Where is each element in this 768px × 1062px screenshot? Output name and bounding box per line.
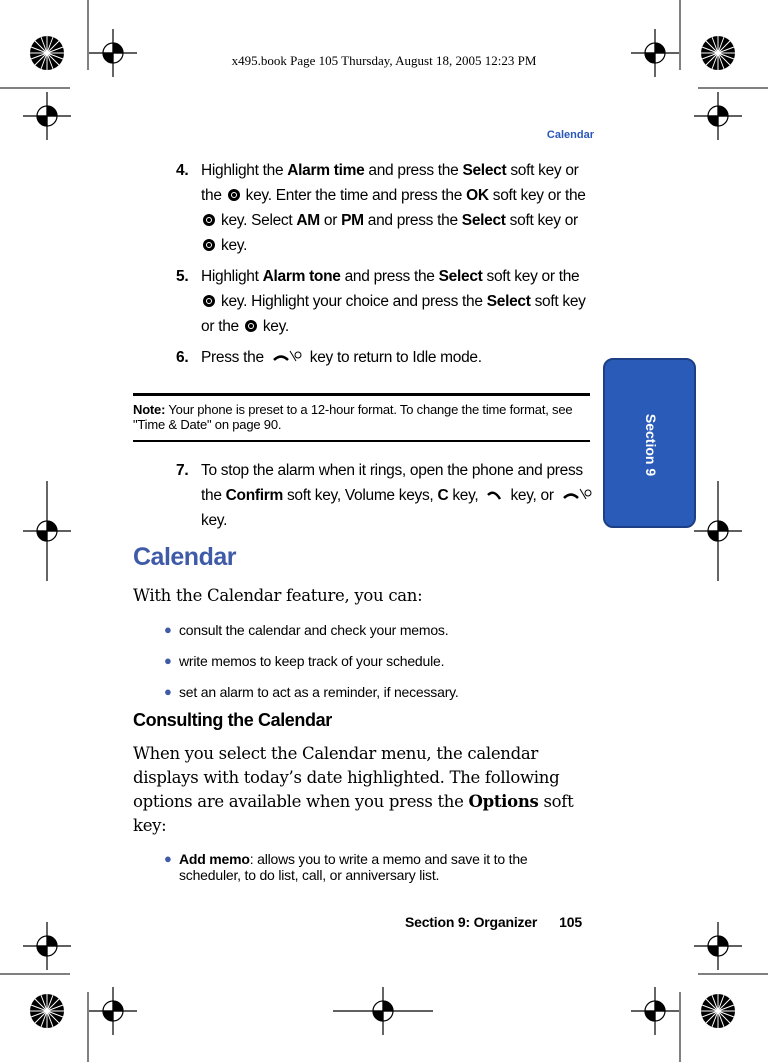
step-number: 6. [176,349,189,366]
step-4: 4. Highlight the Alarm time and press the Select soft key or the key. Enter the time and press the OK soft key or the key. Select AM or PM and press the Select soft key or key. [176,158,596,258]
note-label: Note: [133,402,166,417]
step-5: 5. Highlight Alarm tone and press the Select soft key or the key. Highlight your choice and press the Select soft key or the key. [176,264,596,339]
subheading: Consulting the Calendar [133,710,332,730]
list-item: ● consult the calendar and check your memos. [164,622,449,638]
navigation-key-icon [245,320,257,332]
section-heading: Calendar [133,543,236,571]
registration-target-icon [694,481,742,581]
registration-target-icon [23,481,71,581]
note-text: Your phone is preset to a 12-hour format. To change the time format, see "Time & Date" on page 90. [133,402,573,432]
end-power-key-icon [562,487,592,503]
page-footer [405,914,582,930]
section-tab-label: Section 9 [643,413,660,477]
running-head: Calendar [546,129,594,141]
registration-target-icon [23,922,71,970]
starburst-mark-icon [701,994,735,1028]
section-tab [603,358,696,528]
navigation-key-icon [203,295,215,307]
step-number: 7. [176,462,189,479]
bullet-icon: ● [164,851,172,866]
bullet-icon: ● [164,622,172,637]
bullet-icon: ● [164,684,172,699]
registration-target-icon [333,987,433,1035]
list-item: ● Add memo: allows you to write a memo and save it to the scheduler, to do list, call, or anniversary list. [164,851,528,883]
navigation-key-icon [228,189,240,201]
step-number: 4. [176,162,189,179]
registration-target-icon [23,92,71,140]
registration-target-icon [631,987,679,1035]
registration-target-icon [89,987,137,1035]
step-number: 5. [176,268,189,285]
footer-label: Section 9: Organizer [405,914,538,930]
page-number: 105 [559,914,582,930]
registration-target-icon [694,922,742,970]
body-paragraph: When you select the Calendar menu, the calendar displays with today’s date highlighted. The following options are available when you press the Options soft key: [133,744,574,835]
note-box [133,393,590,442]
bullet-icon: ● [164,653,172,668]
navigation-key-icon [203,239,215,251]
step-7: 7. To stop the alarm when it rings, open the phone and press the Confirm soft key, Volume keys, C key, key, or key. [176,458,596,533]
end-power-key-icon [272,349,302,365]
send-key-icon [486,489,502,503]
registration-target-icon [694,92,742,140]
starburst-mark-icon [30,994,64,1028]
book-file-header: x495.book Page 105 Thursday, August 18, 2005 12:23 PM [231,53,537,68]
intro-text: With the Calendar feature, you can: [133,586,423,605]
step-6: 6. Press the key to return to Idle mode. [176,345,596,370]
list-item: ● set an alarm to act as a reminder, if necessary. [164,684,459,700]
navigation-key-icon [203,214,215,226]
list-item: ● write memos to keep track of your schedule. [164,653,445,669]
